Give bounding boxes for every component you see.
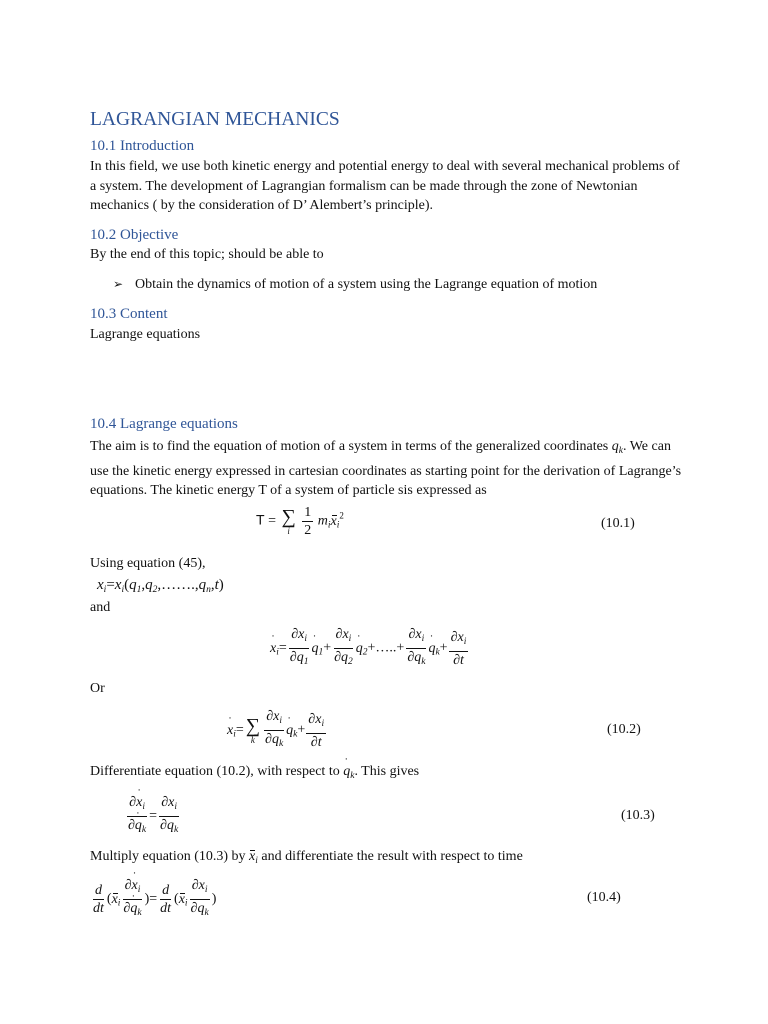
math-qdot-k: q $˙_k$ <box>343 764 354 779</box>
differentiate-text-b: . This gives <box>354 764 420 779</box>
lagrange-text-b: We can use the kinetic energy expressed in cartesian coordinates as starting point for the derivation of Lagrange’s equations. The kinetic energy T of a system of particle sis expressed as <box>90 439 682 498</box>
multiply-text-a: Multiply equation (10.3) by <box>90 849 246 864</box>
math-xbar-i: $x_i$ <box>249 849 258 866</box>
objective-bullet <box>113 277 597 293</box>
multiply-text <box>90 849 523 866</box>
math-qk: $q_k$. <box>611 439 627 456</box>
page-title: LAGRANGIAN MECHANICS <box>90 109 340 130</box>
equation-10-4: $\frac{d}{dt}$ ($x_i$ $\frac{\partial x ˙_i}{\partial q ˙_k}$ )= $\frac{d}{dt}$ ($x_i$ $\frac{\partial x_i}{\partial q_k}$ ) <box>90 878 216 921</box>
heading-objective: 10.2 Objective <box>90 227 179 243</box>
using-equation-text: Using equation (45), <box>90 556 206 571</box>
objective-bullet-text: Obtain the dynamics of motion of a system using the Lagrange equation of motion <box>135 277 598 292</box>
heading-content: 10.3 Content <box>90 306 168 322</box>
content-text: Lagrange equations <box>90 327 201 342</box>
heading-introduction: 10.1 Introduction <box>90 138 195 154</box>
differentiate-text <box>90 764 419 781</box>
equation-number-10-4: (10.4) <box>587 890 621 905</box>
multiply-text-b: and differentiate the result with respect to time <box>261 849 523 864</box>
introduction-paragraph: In this field, we use both kinetic energy and potential energy to deal with several mechanical problems of a system. The development of Lagrangian formalism can be made through the zone of Newtonian mechanics ( by the consideration of D’ Alembert’s principle). <box>90 159 680 213</box>
lagrange-text-a: The aim is to find the equation of motion of a system in terms of the generalized coordinates <box>90 439 609 454</box>
equation-xi-of-q: $x_i=x_i(q_1,q_2,\dots\dots.,q_n,t)$ <box>97 577 224 595</box>
equation-number-10-3: (10.3) <box>621 808 655 823</box>
equation-10-1: T = ∑ i $\frac{1}{2}$ $m_ix_i^2$ <box>256 505 344 538</box>
arrow-bullet-icon: ➢ <box>113 277 124 291</box>
and-text: and <box>90 600 111 615</box>
or-text: Or <box>90 681 105 696</box>
equation-xdot-expansion: x $˙_i=$ $\frac{\partial x_i}{\partial q_1}$ q $˙_1+$ $\frac{\partial x_i}{\partial q_2}$ q $˙_2+\dots..+$ $\frac{\partial x_i}{\partial q_k}$ q $˙_k+$ $\frac{\partial x_i}{\partial t}$ <box>270 627 469 670</box>
objective-text: By the end of this topic; should be able to <box>90 247 324 262</box>
equation-number-10-1: (10.1) <box>601 516 635 531</box>
equation-10-2: x $˙_i=$ ∑ k $\frac{\partial x_i}{\partial q_k}$ q $˙_k+$ $\frac{\partial x_i}{\partial t}$ <box>227 709 327 752</box>
equation-number-10-2: (10.2) <box>607 722 641 737</box>
heading-lagrange-equations: 10.4 Lagrange equations <box>90 416 238 432</box>
equation-10-3: $\frac{\partial x ˙_i}{\partial q ˙_k}$ = $\frac{\partial x_i}{\partial q_k}$ <box>125 795 181 838</box>
differentiate-text-a: Differentiate equation (10.2), with respect to <box>90 764 340 779</box>
lagrange-paragraph <box>90 437 690 501</box>
